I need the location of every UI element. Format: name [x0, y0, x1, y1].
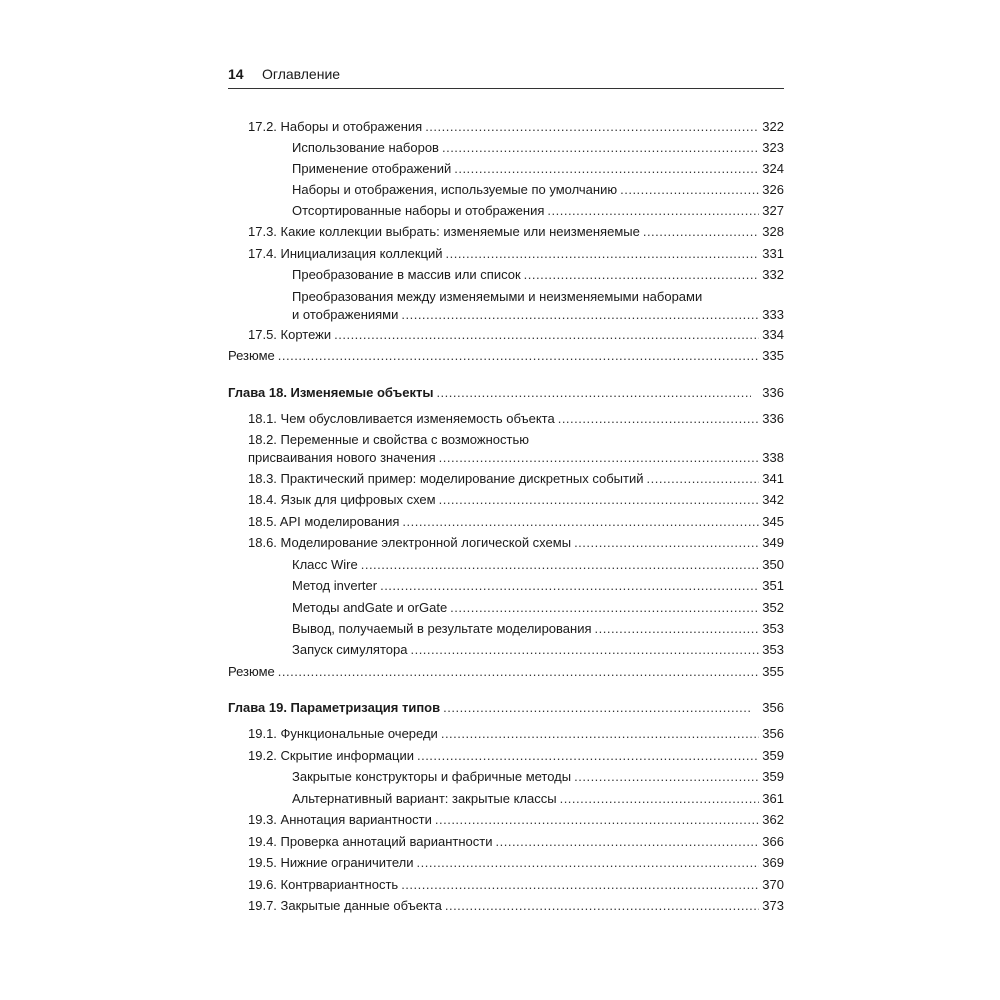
toc-chapter[interactable]: Глава 19. Параметризация типов ..... 356	[228, 699, 784, 717]
toc-entry[interactable]: 19.6. Контрвариантность ..... 370	[228, 876, 784, 894]
toc-entry[interactable]: 17.3. Какие коллекции выбрать: изменяемые или неизменяемые ..... 328	[228, 223, 784, 241]
page-number: 14	[228, 66, 244, 82]
toc-entry[interactable]: Резюме ..... 355	[228, 663, 784, 681]
toc-entry[interactable]: 19.5. Нижние ограничители ..... 369	[228, 854, 784, 872]
toc-entry[interactable]: 17.4. Инициализация коллекций ..... 331	[228, 245, 784, 263]
toc-entry[interactable]: 18.2. Переменные и свойства с возможностью присваивания нового значения ..... 338	[228, 431, 784, 467]
toc-entry[interactable]: Альтернативный вариант: закрытые классы ..... 361	[228, 790, 784, 808]
toc-entry[interactable]: 19.7. Закрытые данные объекта ..... 373	[228, 897, 784, 915]
toc-entry[interactable]: 18.6. Моделирование электронной логической схемы ..... 349	[228, 534, 784, 552]
toc-entry[interactable]: Метод inverter ..... 351	[228, 577, 784, 595]
toc-entry[interactable]: 18.4. Язык для цифровых схем ..... 342	[228, 491, 784, 509]
toc-entry[interactable]: Преобразование в массив или список ..... 332	[228, 266, 784, 284]
toc-entry[interactable]: 18.1. Чем обусловливается изменяемость объекта ..... 336	[228, 410, 784, 428]
running-title: Оглавление	[262, 66, 341, 82]
toc-entry[interactable]: Наборы и отображения, используемые по умолчанию ..... 326	[228, 181, 784, 199]
toc-entry[interactable]: Методы andGate и orGate ..... 352	[228, 599, 784, 617]
toc-entry[interactable]: Вывод, получаемый в результате моделирования ..... 353	[228, 620, 784, 638]
toc-entry[interactable]: 17.5. Кортежи ..... 334	[228, 326, 784, 344]
toc-entry[interactable]: 19.2. Скрытие информации ..... 359	[228, 747, 784, 765]
toc-entry[interactable]: 19.3. Аннотация вариантности ..... 362	[228, 811, 784, 829]
toc-entry[interactable]: Преобразования между изменяемыми и неизменяемыми наборами и отображениями ..... 333	[228, 288, 784, 324]
toc-entry[interactable]: Класс Wire ..... 350	[228, 556, 784, 574]
toc-entry[interactable]: Использование наборов ..... 323	[228, 139, 784, 157]
toc-entry[interactable]: 19.1. Функциональные очереди ..... 356	[228, 725, 784, 743]
toc-entry[interactable]: Применение отображений ..... 324	[228, 160, 784, 178]
page-header	[228, 66, 784, 89]
toc-entry[interactable]: Отсортированные наборы и отображения ..... 327	[228, 202, 784, 220]
toc-entry[interactable]: 19.4. Проверка аннотаций вариантности ..... 366	[228, 833, 784, 851]
toc-entry[interactable]: Запуск симулятора ..... 353	[228, 641, 784, 659]
toc-chapter[interactable]: Глава 18. Изменяемые объекты ..... 336	[228, 384, 784, 402]
toc-entry[interactable]: Резюме ..... 335	[228, 347, 784, 365]
toc-entry[interactable]: 18.3. Практический пример: моделирование дискретных событий ..... 341	[228, 470, 784, 488]
toc-entry[interactable]: Закрытые конструкторы и фабричные методы ..... 359	[228, 768, 784, 786]
toc-entry[interactable]: 18.5. API моделирования ..... 345	[228, 513, 784, 531]
toc-entry[interactable]: 17.2. Наборы и отображения ..... 322	[228, 118, 784, 136]
